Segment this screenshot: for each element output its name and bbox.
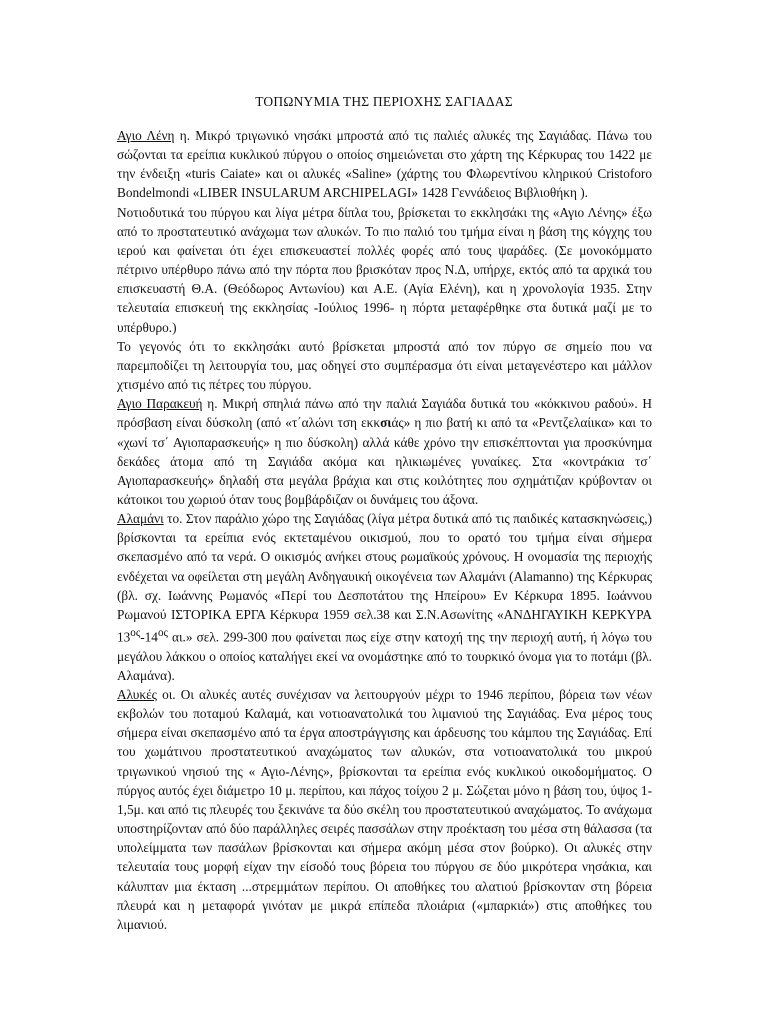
superscript: ος <box>130 627 141 640</box>
entry-alykes <box>117 685 652 934</box>
document-title: ΤΟΠΩΝΥΜΙΑ ΤΗΣ ΠΕΡΙΟΧΗΣ ΣΑΓΙΑΔΑΣ <box>255 94 513 109</box>
entry-paragraph: Το γεγονός ότι το εκκλησάκι αυτό βρίσκεται μπροστά από τον πύργο σε σημείο που να παρεμποδίζει τη λειτουργία του, μας οδηγεί στο συμπέρασμα ότι είναι μεταγενέστερο και μάλλον χτισμένο από τις πέτρες του πύργου. <box>117 338 652 393</box>
entry-text-bold: σι <box>380 415 392 431</box>
document-body <box>117 126 652 934</box>
entry-text: η. Μικρό τριγωνικό νησάκι μπροστά από τις παλιές αλυκές της Σαγιάδας. Πάνω του σώζονται τα ερείπια κυκλικού πύργου ο οποίος σημειώνεται στο χάρτη της Κέρκυρας του 1422 με την ένδειξη «turis Caiate» και οι αλυκές «Saline» (χάρτης του Φλωρεντίνου κληρικού Cristoforo Bondelmondi «LIBER INSULARUM ARCHIPELAGI» 1428 Γεννάδειος Βιβλιοθήκη ). <box>117 128 652 201</box>
entry-text: η. Μικρή σπηλιά πάνω από την παλιά Σαγιάδα δυτικά του «κόκκινου ραδού». Η πρόσβαση είναι δύσκολη (από «τ΄αλώνι τση εκκ <box>117 396 653 431</box>
entry-text: το. Στον παράλιο χώρο της Σαγιάδας (λίγα μέτρα δυτικά από τις παιδικές κατασκηνώσεις,) βρίσκονται τα ερείπια ενός εκτεταμένου οικισμού, που το ορατό του τμήμα είναι σήμερα σκεπασμένο από τα νερά. Ο οικισμός ανήκει στους ρωμαϊκούς χρόνους. Η ονομασία της περιοχής ενδέχεται να οφείλεται στη μεγάλη Ανδηγαυική οικογένεια των Αλαμάνι (Alamanno) της Κέρκυρας (βλ. σχ. Ιωάννης Ρωμανός «Περί του Δεσποτάτου της Ηπείρου» Εν Κέρκυρα 1895. Ιωάννου Ρωμανού ΙΣΤΟΡΙΚΑ ΕΡΓΑ Κέρκυρα 1959 σελ.38 και Σ.Ν.Ασωνίτης «ΑΝΔΗΓΑΥΙΚΗ ΚΕΡΚΥΡΑ 13 <box>117 511 652 645</box>
entry-text-mid: -14 <box>140 629 158 645</box>
superscript: ος <box>157 627 168 640</box>
entry-text-tail: αι.» σελ. 299-300 που φαίνεται πως είχε στην κατοχή της την περιοχή αυτή, ή λόγω του μεγάλου λάκκου ο οποίος καταλήγει εκεί να ονομάστηκε από το τουρκικό όνομα για το ποτάμι (βλ. Αλαμάνα). <box>117 629 652 683</box>
entry-paragraph: Νοτιοδυτικά του πύργου και λίγα μέτρα δίπλα του, βρίσκεται το εκκλησάκι της «Αγιο Λένης» έξω από το προστατευτικό ανάχωμα των αλυκών. Το πιο παλιό του τμήμα είναι η βάση της κόγχης του ιερού και φαίνεται ότι έχει επισκευαστεί πολλές φορές από τους ψαράδες. (Σε μονοκόμματο πέτρινο υπέρθυρο πάνω από την πόρτα που βρισκόταν προς Ν.Δ, υπήρχε, εκτός από τα αρχικά του επισκευαστή Θ.Α. (Θεόδωρος Αντωνίου) και Α.Ε. (Αγία Ελένη), και η χρονολογία 1935. Στην τελευταία επισκευή της εκκλησίας -Ιούλιος 1996- η πόρτα μεταφέρθηκε στα δυτικά μαζί με το υπέρθυρο.) <box>117 204 652 335</box>
entry-text-tail: άς» η πιο βατή κι από τα «Ρεντζελαίικα» και το «χωνί τσ΄ Αγιοπαρασκευής» η πιο δύσκολη) αλλά κάθε χρόνο την επισκέπτονται για προσκύνημα δεκάδες άτομα από τη Σαγιάδα ακόμα και ηλικιωμένες γυναίκες. Στα «κοντράκια τσ΄ Αγιοπαρασκευής» δηλαδή στα μεγάλα βράχια και στις κοιλότητες που σχημάτιζαν κρύβονταν οι κάτοικοι του χωριού όταν τους βομβάρδιζαν οι δυνάμεις του άξονα. <box>117 415 652 507</box>
entry-term: Αγιο Λένη <box>117 128 175 143</box>
entry-term: Αλυκές <box>117 686 157 702</box>
entry-alamani <box>117 509 652 685</box>
entry-agio-leni <box>117 126 652 203</box>
entry-term: Αγιο Παρακευή <box>117 396 203 412</box>
entry-term: Αλαμάνι <box>117 511 164 527</box>
entry-text: οι. Οι αλυκές αυτές συνέχισαν να λειτουργούν μέχρι το 1946 περίπου, βόρεια των νέων εκβολών του ποταμού Καλαμά, και νοτιοανατολικά του λιμανιού της Σαγιάδας. Ενα μέρος τους σήμερα είναι σκεπασμένο από τα έργα αποστράγγισης και άρδευσης του κάμπου της Σαγιάδας. Επί του χωμάτινου προστατευτικού αναχώματος των αλυκών, στα νοτιοανατολικά του μικρού τριγωνικού νησιού της « Αγιο-Λένης», βρίσκονται τα ερείπια ενός κυκλικού οικοδομήματος. Ο πύργος αυτός έχει διάμετρο 10 μ. περίπου, και πάχος τοίχου 2 μ. Σώζεται μόνο η βάση του, ύψος 1-1,5μ. και από τις πλευρές του ξεκινάνε τα δύο σκέλη του προστατευτικού αναχώματος. Το ανάχωμα υποστηρίζονταν από δύο παράλληλες σειρές πασσάλων στην προέκταση του μέσα στη θάλασσα (τα υπολείμματα των πασάλων βρίσκονται και σήμερα ακόμη μέσα στον βούρκο). Οι αλυκές στην τελευταία τους μορφή είχαν την είσοδό τους βόρεια του πύργου σε δύο μικρότερα νησάκια, και κάλυπταν μια έκταση ...στρεμμάτων περίπου. Οι αποθήκες του αλατιού βρίσκονταν στη βόρεια πλευρά και η μεταφορά γινόταν με μικρά επίπεδα πλοιάρια («μπαρκιά») στις αποθήκες του λιμανιού. <box>117 686 652 932</box>
entry-agio-paraskevi <box>117 394 652 509</box>
